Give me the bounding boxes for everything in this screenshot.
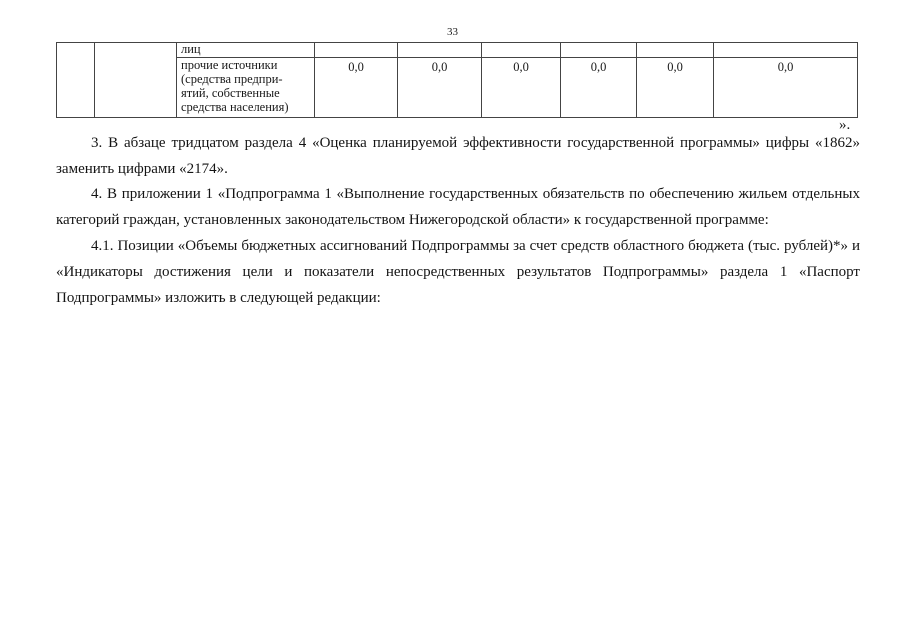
- value-cell: 0,0: [315, 58, 398, 118]
- value-cell: 0,0: [637, 58, 714, 118]
- financing-table: [56, 42, 858, 118]
- page-number: 33: [447, 26, 458, 38]
- table-cell-empty: [57, 43, 95, 118]
- value-cell: 0,0: [714, 58, 858, 118]
- paragraph-item-4-1: 4.1. Позиции «Объемы бюджетных ассигнований Подпрограммы за счет средств областного бюджета (тыс. рублей)*» и «Индикаторы достижения цели и показатели непосредственных результатов Подпрограммы» раздела 1 «Паспорт Подпрограммы» изложить в следующей редакции:: [56, 238, 860, 306]
- table-row: [57, 58, 858, 118]
- row-label-other-sources: [177, 58, 315, 118]
- table-cell-empty: [95, 43, 177, 118]
- paragraph-item-4: 4. В приложении 1 «Подпрограмма 1 «Выполнение государственных обязательств по обеспечению жильем отдельных категорий граждан, установленных законодательством Нижегородской области» к государственной программе:: [56, 186, 860, 228]
- closing-quote: ».: [839, 117, 851, 133]
- table-row: [57, 43, 858, 58]
- paragraph-item-3: 3. В абзаце тридцатом раздела 4 «Оценка планируемой эффективности государственной программы» цифры «1862» заменить цифрами «2174».: [56, 135, 860, 177]
- value-cell: 0,0: [482, 58, 561, 118]
- row-label-line: средства населения): [181, 100, 289, 114]
- row-label-line: (средства предпри-: [181, 72, 283, 86]
- value-cell: 0,0: [561, 58, 637, 118]
- row-label-continued: лиц: [177, 43, 315, 58]
- row-label-line: прочие источники: [181, 58, 278, 72]
- row-label-line: ятий, собственные: [181, 86, 280, 100]
- value-cell: 0,0: [398, 58, 482, 118]
